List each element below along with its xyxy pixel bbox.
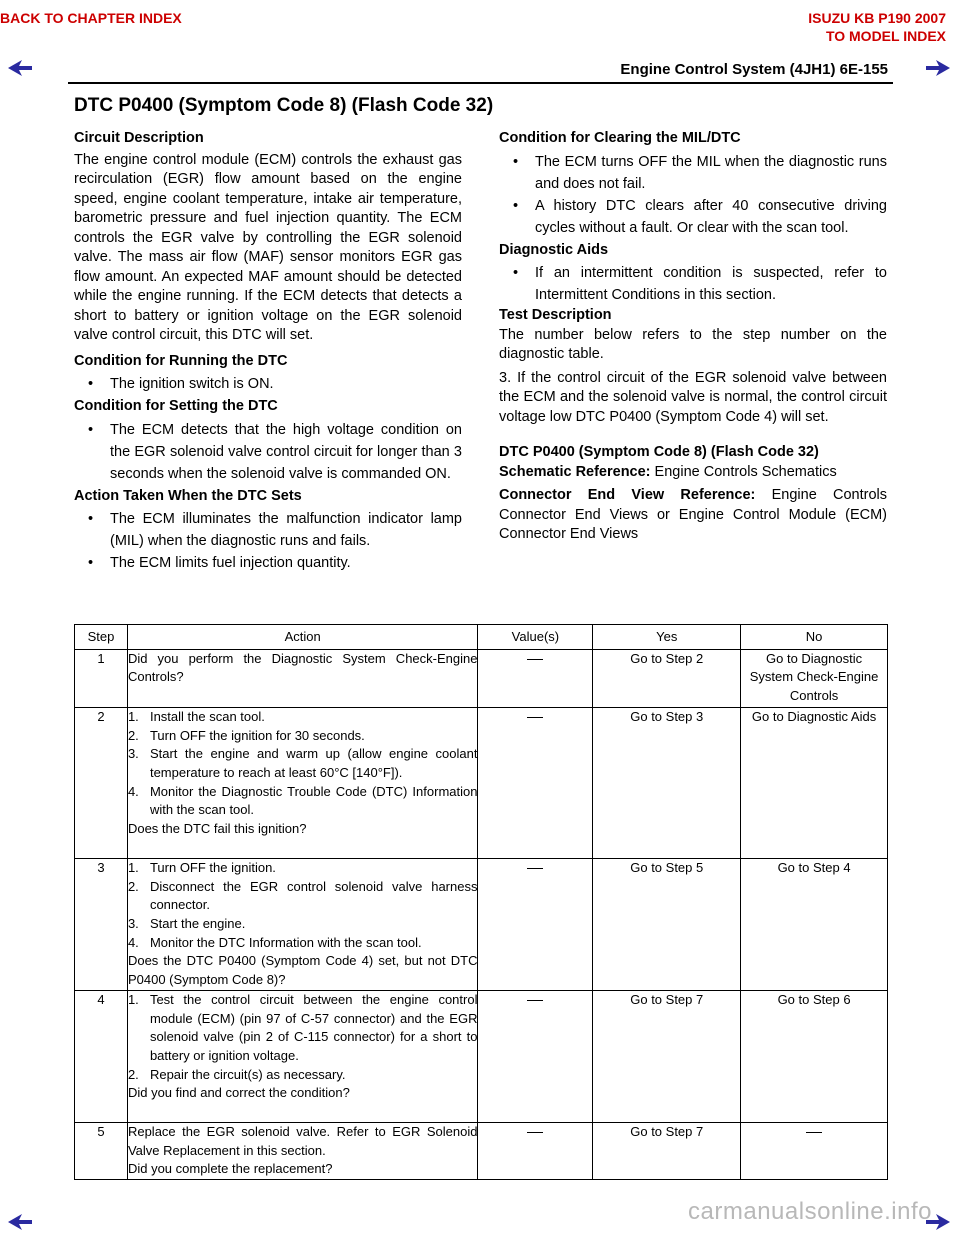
action-step: 3. Start the engine and warm up (allow engine coolant temperature to reach at least 60°C [140°F]). (127, 746, 478, 780)
action-text: Did you perform the Diagnostic System Check-Engine Controls? (127, 650, 478, 685)
section-header: Engine Control System (4JH1) 6E-155 (620, 61, 888, 78)
action-steps (128, 991, 478, 1085)
not-applicable-dash (527, 868, 543, 869)
schematic-reference-link[interactable]: Engine Controls Schematics (654, 463, 837, 480)
no-cell[interactable]: Go to Diagnostic System Check-Engine Controls (741, 649, 888, 707)
col-header-action: Action (127, 625, 478, 650)
back-to-model-index-link[interactable]: TO MODEL INDEX (825, 28, 946, 44)
value-cell (478, 990, 593, 1122)
action-cell (127, 707, 478, 858)
not-applicable-dash (527, 1000, 543, 1001)
not-applicable-dash (527, 717, 543, 718)
left-column (74, 127, 462, 574)
yes-cell[interactable]: Go to Step 2 (593, 649, 741, 707)
next-page-arrow-icon[interactable] (924, 1212, 952, 1232)
not-applicable-dash (527, 1132, 543, 1133)
table-header-row (75, 625, 888, 650)
circuit-description-text: The engine control module (ECM) controls the exhaust gas recirculation (EGR) flow amount based on the engine speed, engine coolant temperature, intake air temperature, barometric pressure and fuel injection quantity. The ECM controls the EGR valve by controlling the EGR solenoid valve. The mass air flow (MAF) sensor monitors EGR gas flow amount. An expected MAF amount should be detected while the engine running. If the ECM detects that detects a short to battery or ignition voltage on the EGR solenoid valve control circuit, this DTC will set. (74, 151, 462, 343)
action-cell (127, 1122, 478, 1179)
action-question: Does the DTC P0400 (Symptom Code 4) set, but not DTC P0400 (Symptom Code 8)? (127, 953, 478, 988)
step-number: 4 (75, 990, 128, 1122)
test-description-text: The number below refers to the step number on the diagnostic table. (499, 326, 887, 362)
setting-condition-item: • The ECM detects that the high voltage condition on the EGR solenoid valve control circuit for longer than 3 seconds when the solenoid valve is commanded ON. (74, 419, 462, 485)
value-cell (478, 649, 593, 707)
table-row (75, 707, 888, 858)
action-step: 1. Test the control circuit between the engine control module (ECM) (pin 97 of C-57 connector) and the EGR solenoid valve (pin 2 of C-115 connector) for a short to battery or ignition voltage. (127, 991, 478, 1063)
action-steps (128, 859, 478, 953)
yes-cell[interactable]: Go to Step 7 (593, 1122, 741, 1179)
clearing-conditions-heading: Condition for Clearing the MIL/DTC (499, 130, 741, 146)
action-text: Replace the EGR solenoid valve. Refer to EGR Solenoid Valve Replacement in this section. (127, 1123, 478, 1158)
col-header-yes: Yes (593, 625, 741, 650)
action-step: 4. Monitor the DTC Information with the scan tool. (127, 934, 422, 950)
action-step: 1. Turn OFF the ignition. (127, 859, 276, 875)
step-number: 3 (75, 858, 128, 990)
table-row (75, 990, 888, 1122)
action-step: 2. Repair the circuit(s) as necessary. (127, 1066, 346, 1082)
no-cell[interactable]: Go to Step 6 (741, 990, 888, 1122)
action-step: 1. Install the scan tool. (127, 708, 265, 724)
no-cell[interactable] (741, 1122, 888, 1179)
yes-cell[interactable]: Go to Step 7 (593, 990, 741, 1122)
no-cell[interactable]: Go to Step 4 (741, 858, 888, 990)
page-title: DTC P0400 (Symptom Code 8) (Flash Code 32) (74, 95, 494, 116)
test-description-heading: Test Description (499, 307, 612, 323)
action-steps (128, 708, 478, 820)
table-row (75, 1122, 888, 1179)
diagnostic-aids-heading: Diagnostic Aids (499, 241, 609, 258)
setting-conditions-heading: Condition for Setting the DTC (74, 398, 278, 414)
next-page-arrow-icon[interactable] (924, 58, 952, 78)
action-taken-heading: Action Taken When the DTC Sets (74, 487, 302, 504)
action-step: 2. Turn OFF the ignition for 30 seconds. (127, 727, 365, 743)
circuit-description-heading: Circuit Description (74, 130, 204, 146)
action-step: 2. Disconnect the EGR control solenoid valve harness connector. (127, 878, 478, 913)
action-step: 3. Start the engine. (127, 915, 246, 931)
action-cell (127, 990, 478, 1122)
yes-cell[interactable]: Go to Step 5 (593, 858, 741, 990)
table-body (75, 649, 888, 1179)
schematic-reference-label: Schematic Reference: (499, 463, 651, 480)
table-row (75, 649, 888, 707)
action-question: Did you find and correct the condition? (127, 1085, 350, 1101)
running-conditions-heading: Condition for Running the DTC (74, 352, 288, 369)
connector-reference-label: Connector End View Reference: (499, 487, 756, 503)
value-cell (478, 858, 593, 990)
col-header-values: Value(s) (478, 625, 593, 650)
connector-reference-link[interactable]: Engine Controls Connector End Views or Engine Control Module (ECM) Connector End Views (499, 487, 887, 542)
step-number: 5 (75, 1122, 128, 1179)
value-cell (478, 1122, 593, 1179)
not-applicable-dash (806, 1132, 822, 1133)
action-taken-item: • The ECM illuminates the malfunction indicator lamp (MIL) when the diagnostic runs and fails. (74, 508, 462, 552)
back-to-chapter-index-link[interactable]: BACK TO CHAPTER INDEX (0, 10, 182, 26)
test-description-step3: 3. If the control circuit of the EGR solenoid valve between the ECM and the solenoid valve is normal, the control circuit voltage low DTC P0400 (Symptom Code 4) will set. (499, 369, 887, 425)
col-header-no: No (741, 625, 888, 650)
diagnostic-aid-item: • If an intermittent condition is suspected, refer to Intermittent Conditions in this section. (499, 262, 887, 306)
clearing-condition-item: • A history DTC clears after 40 consecutive driving cycles without a fault. Or clear with the scan tool. (499, 195, 887, 239)
action-question: Did you complete the replacement? (127, 1161, 333, 1177)
dtc-subtitle: DTC P0400 (Symptom Code 8) (Flash Code 32) (499, 444, 819, 460)
prev-page-arrow-icon[interactable] (6, 58, 34, 78)
value-cell (478, 707, 593, 858)
header-divider (68, 82, 893, 84)
action-cell (127, 858, 478, 990)
action-question: Does the DTC fail this ignition? (127, 821, 307, 837)
yes-cell[interactable]: Go to Step 3 (593, 707, 741, 858)
connector-reference (499, 486, 887, 545)
col-header-step: Step (75, 625, 128, 650)
schematic-reference (499, 463, 887, 483)
model-title-link[interactable]: ISUZU KB P190 2007 (808, 10, 946, 26)
right-column (499, 127, 887, 545)
running-condition-item: • The ignition switch is ON. (74, 373, 462, 395)
clearing-condition-item: • The ECM turns OFF the MIL when the diagnostic runs and does not fail. (499, 151, 887, 195)
watermark: carmanualsonline.info (688, 1198, 932, 1225)
action-cell (127, 649, 478, 707)
table-row (75, 858, 888, 990)
step-number: 2 (75, 707, 128, 858)
prev-page-arrow-icon[interactable] (6, 1212, 34, 1232)
no-cell[interactable]: Go to Diagnostic Aids (741, 707, 888, 858)
action-taken-item: • The ECM limits fuel injection quantity. (74, 552, 462, 574)
step-number: 1 (75, 649, 128, 707)
action-step: 4. Monitor the Diagnostic Trouble Code (DTC) Information with the scan tool. (127, 783, 478, 818)
diagnostic-table (74, 624, 888, 1180)
not-applicable-dash (527, 659, 543, 660)
